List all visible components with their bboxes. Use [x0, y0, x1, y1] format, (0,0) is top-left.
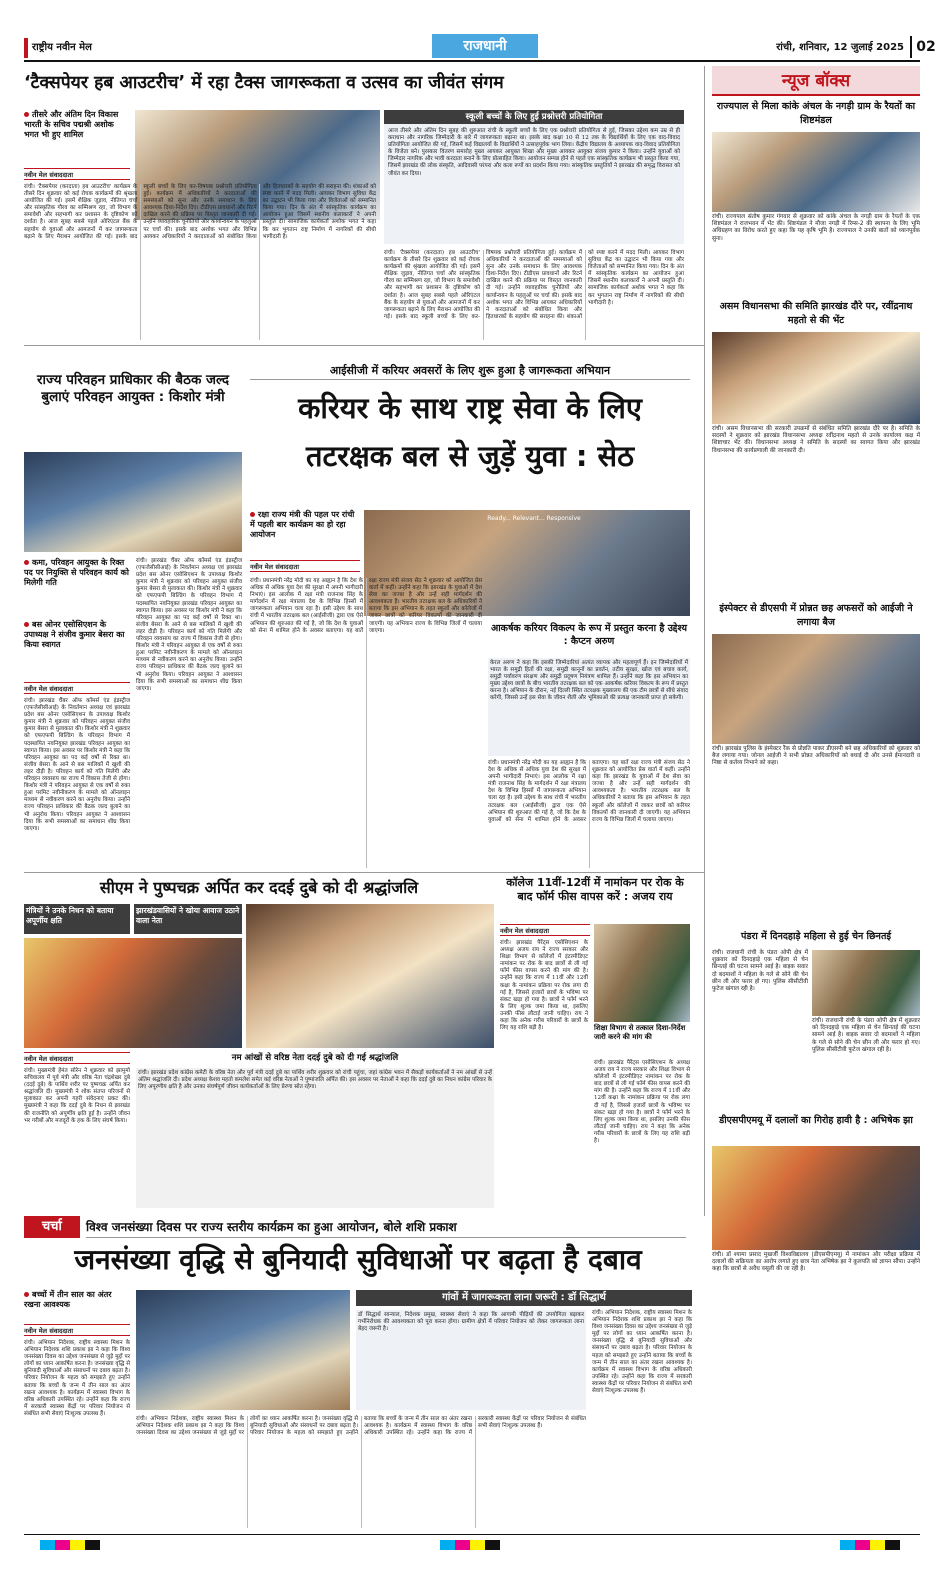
story5-body: रांची। झारखंड पैरेंट्स एसोसिएशन के अध्यक्ष अजय राय ने राज्य सरकार और शिक्षा विभाग से कॉलेजों में इंटरमीडिएट नामांकन पर रोक के बाद छात्रों से ली गई फॉर्म फीस वापस करने की मांग की है। उन्होंने कहा कि राज्य में 11वीं और 12वीं कक्षा के नामांकन प्रक्रिया पर रोक लगा दी गई है, जिससे हजारों छात्रों के भविष्य पर संकट खड़ा हो गया है। छात्रों ने फॉर्म भरने के लिए शुल्क जमा किया था, इसलिए उनकी फीस लौटाई जानी चाहिए। राय ने कहा कि अनेक गरीब परिवारों के छात्रों के लिए यह राशि बड़ी है।: [500, 940, 588, 1032]
sidebar-item-headline: असम विधानसभा की समिति झारखंड दौरे पर, रवींद्रनाथ महतो से की भेंट: [719, 301, 913, 326]
story1-body: रांची। 'टैक्सपेयर (करदाता) हब आउटरीच' कार्यक्रम के तीसरे दिन शुक्रवार को कई रोचक कार्यक्रमों की श्रृंखला आयोजित की गई। इसमें शैक्षिक जुड़ाव, नीतिगत चर्चा और सांस्कृतिक गौरव का सम्मिश्रण रहा, जो विभाग के समावेशी और सहभागी कर प्रशासन के दृष्टिकोण को दर्शाता है। आज सुबह सबसे पहले ओरिएंटल बैंक के सहयोग से युवाओं और आमजनों में कर जागरूकता बढ़ाने के लिए मैराथन आयोजित की गई। इसके बाद स्कूली बच्चों के लिए कर-विषयक प्रश्नोत्तरी प्रतियोगिता हुई। कार्यक्रम में अधिकारियों ने करदाताओं की समस्याओं को सुना और उनके समाधान के लिए आवश्यक दिशा-निर्देश दिए। टीडीएस प्रावधानों और रिटर्न दाखिल करने की प्रक्रिया पर विस्तृत जानकारी दी गई। उन्होंने व्यावहारिक चुनौतियों और कार्यान्वयन के पहलुओं पर चर्चा की। इसके बाद अशोक भगत और विभिन्न आयकर अधिकारियों ने करदाताओं को संबोधित किया और हितधारकों के सहयोग की सराहना की। शंकाओं को स्पष्ट करने में मदद मिली। आयकर विभाग सुविधा केंद्र का उद्घाटन भी किया गया और विजेताओं को सम्मानित किया गया। दिन के अंत में सांस्कृतिक कार्यक्रम का आयोजन हुआ जिसमें स्थानीय कलाकारों ने अपनी प्रस्तुति दी। सामाजिक कार्यकर्ता अशोक भगत ने कहा कि कर भुगतान राष्ट्र निर्माण में नागरिकों की सीधी भागीदारी है।: [24, 184, 376, 240]
story3-body-cont: रांची। प्रधानमंत्री नरेंद्र मोदी का यह आह्वान है कि देश के अधिक से अधिक युवा देश की सुरक्षा में अपनी भागीदारी निभाएं। इस आलोक में रक्षा मंत्री राजनाथ सिंह के मार्गदर्शन में रक्षा मंत्रालय देश के विभिन्न हिस्सों में जागरूकता अभियान चला रहा है। इसी उद्देश्य के साथ रांची में भारतीय तटरक्षक बल (आईसीजी) द्वारा एक ऐसे अभियान की शुरुआत की गई है, जो कि देश के युवाओं को सेना में शामिल होने के अवसर बताएगा। यह बातें रक्षा राज्य मंत्री संजय सेठ ने शुक्रवार को आयोजित प्रेस वार्ता में कहीं। उन्होंने कहा कि झारखंड के युवाओं में देश सेवा का जज्बा है और उन्हें सही मार्गदर्शन की आवश्यकता है। भारतीय तटरक्षक बल के अधिकारियों ने बताया कि इस अभियान के तहत स्कूलों और कॉलेजों में जाकर छात्रों को करियर विकल्पों की जानकारी दी जाएगी। यह अभियान राज्य के विभिन्न जिलों में चलाया जाएगा।: [488, 760, 690, 823]
sidebar-item-photo: [712, 634, 920, 744]
story6-tag: चर्चा: [24, 1216, 80, 1238]
footer-rule: [24, 1534, 920, 1535]
story2-body-cont: रांची। झारखंड चैंबर ऑफ कॉमर्स एंड इंडस्ट्रीज (एफजेसीसीआई) के निवर्तमान अध्यक्ष एवं झारखंड प्रदेश बस ओनर एसोसिएशन के उपाध्यक्ष किशोर कुमार मंत्री ने शुक्रवार को परिवहन आयुक्त संजीव कुमार बेसरा से मुलाकात की। किशोर मंत्री ने शुक्रवार को एफएफपी बिल्डिंग के परिवहन विभाग में पदस्थापित नवनियुक्त झारखंड परिवहन आयुक्त का स्वागत किया। इस अवसर पर किशोर मंत्री ने कहा कि परिवहन आयुक्त का पद कई वर्षों से रिक्त था। संजीव बेसरा के आने से बस मालिकों में खुशी की लहर दौड़ी है। परिवहन कार्य को गति मिलेगी और परिवहन व्यवसाय का राज्य में विकास तेजी से होगा। किशोर मंत्री ने परिवहन आयुक्त से एक वर्षों से रुका हुआ परमिट नवीनीकरण के मामले को ऑनलाइन माध्यम से नवीकरण करने का अनुरोध किया। उन्होंने राज्य परिवहन प्राधिकार की बैठक जल्द बुलाने का भी अनुरोध किया। परिवहन आयुक्त ने आश्वासन दिया कि सभी समस्याओं का समाधान शीघ्र किया जाएगा।: [136, 558, 242, 692]
sidebar-item-photo: [712, 332, 920, 424]
quiz-box: [384, 110, 684, 244]
story5-photo: [594, 924, 690, 1022]
dateline: रांची, शनिवार, 12 जुलाई 2025: [776, 42, 904, 53]
story5-body-cont: रांची। झारखंड पैरेंट्स एसोसिएशन के अध्यक्ष अजय राय ने राज्य सरकार और शिक्षा विभाग से कॉलेजों में इंटरमीडिएट नामांकन पर रोक के बाद छात्रों से ली गई फॉर्म फीस वापस करने की मांग की है। उन्होंने कहा कि राज्य में 11वीं और 12वीं कक्षा के नामांकन प्रक्रिया पर रोक लगा दी गई है, जिससे हजारों छात्रों के भविष्य पर संकट खड़ा हो गया है। छात्रों ने फॉर्म भरने के लिए शुल्क जमा किया था, इसलिए उनकी फीस लौटाई जानी चाहिए। राय ने कहा कि अनेक गरीब परिवारों के छात्रों के लिए यह राशि बड़ी है।: [594, 1060, 690, 1145]
story2-byline: नवीन मेल संवाददाता: [24, 682, 130, 694]
story6-box-body: डॉ सिद्धार्थ सान्याल, निदेशक प्रमुख, स्वास्थ्य सेवाएं ने कहा कि आगामी पीढ़ियों की उपयोगिता बढ़ाकर गर्भनिरोधक की आवश्यकता को पूरा करना होगा। ग्रामीण क्षेत्रों में परिवार नियोजन को लेकर जागरूकता लाना बेहद जरूरी है।: [356, 1310, 586, 1410]
story2-body: रांची। झारखंड चैंबर ऑफ कॉमर्स एंड इंडस्ट्रीज (एफजेसीसीआई) के निवर्तमान अध्यक्ष एवं झारखंड प्रदेश बस ओनर एसोसिएशन के उपाध्यक्ष किशोर कुमार मंत्री ने शुक्रवार को परिवहन आयुक्त संजीव कुमार बेसरा से मुलाकात की। किशोर मंत्री ने शुक्रवार को एफएफपी बिल्डिंग के परिवहन विभाग में पदस्थापित नवनियुक्त झारखंड परिवहन आयुक्त का स्वागत किया। इस अवसर पर किशोर मंत्री ने कहा कि परिवहन आयुक्त का पद कई वर्षों से रिक्त था। संजीव बेसरा के आने से बस मालिकों में खुशी की लहर दौड़ी है। परिवहन कार्य को गति मिलेगी और परिवहन व्यवसाय का राज्य में विकास तेजी से होगा। किशोर मंत्री ने परिवहन आयुक्त से एक वर्षों से रुका हुआ परमिट नवीनीकरण के मामले को ऑनलाइन माध्यम से नवीकरण करने का अनुरोध किया। उन्होंने राज्य परिवहन प्राधिकार की बैठक जल्द बुलाने का भी अनुरोध किया। परिवहन आयुक्त ने आश्वासन दिया कि सभी समस्याओं का समाधान शीघ्र किया जाएगा।: [24, 698, 130, 832]
story4-photo-b: [246, 904, 494, 1048]
sidebar-item-photo: [712, 132, 920, 212]
story2-photo: [24, 452, 242, 552]
divider: [24, 872, 704, 873]
sidebar-item-body: रांची। झारखंड पुलिस के इंस्पेक्टर रैंक से प्रोन्नति पाकर डीएसपी बने छह अधिकारियों को शुक्रवार को बैज लगाया गया। जोनल आईजी ने सभी प्रोन्नत अधिकारियों को बधाई दी और उनसे ईमानदारी व निष्ठा से कर्तव्य निभाने को कहा।: [712, 746, 920, 767]
story2-bullet2: बस ओनर एसोसिएशन के उपाध्यक्ष ने संजीव कुमार बेसरा का किया स्वागत: [24, 620, 130, 676]
section-name: राजधानी: [432, 34, 538, 58]
sidebar-title: न्यूज बॉक्स: [712, 66, 920, 96]
color-registration-marks: [840, 1540, 900, 1550]
story3-photo-banner: Ready... Relevant... Responsive: [487, 515, 581, 522]
career-box-title: आकर्षक करियर विकल्प के रूप में प्रस्तुत करना है उद्देश्य : कैप्टन अरुण: [490, 623, 688, 647]
story3-body: रांची। प्रधानमंत्री नरेंद्र मोदी का यह आह्वान है कि देश के अधिक से अधिक युवा देश की सुरक्षा में अपनी भागीदारी निभाएं। इस आलोक में रक्षा मंत्री राजनाथ सिंह के मार्गदर्शन में रक्षा मंत्रालय देश के विभिन्न हिस्सों में जागरूकता अभियान चला रहा है। इसी उद्देश्य के साथ रांची में भारतीय तटरक्षक बल (आईसीजी) द्वारा एक ऐसे अभियान की शुरुआत की गई है, जो कि देश के युवाओं को सेना में शामिल होने के अवसर बताएगा। यह बातें रक्षा राज्य मंत्री संजय सेठ ने शुक्रवार को आयोजित प्रेस वार्ता में कहीं। उन्होंने कहा कि झारखंड के युवाओं में देश सेवा का जज्बा है और उन्हें सही मार्गदर्शन की आवश्यकता है। भारतीय तटरक्षक बल के अधिकारियों ने बताया कि इस अभियान के तहत स्कूलों और कॉलेजों में जाकर छात्रों को करियर विकल्पों की जानकारी दी जाएगी। यह अभियान राज्य के विभिन्न जिलों में चलाया जाएगा।: [250, 578, 482, 634]
story4-bullet1: मंत्रियों ने उनके निधन को बताया अपूर्णीय क्षति: [24, 904, 130, 934]
story6-box-title: गांवों में जागरूकता लाना जरूरी : डॉ सिद्धार्थ: [356, 1290, 692, 1306]
sidebar-item-headline: पंडरा में दिनदहाड़े महिला से हुई चेन छिनतई: [740, 931, 892, 942]
story6-photo: [136, 1290, 350, 1410]
story2-bullet1: कमा, परिवहन आयुक्त के रिक्त पद पर नियुक्ति से परिवहन कार्य को मिलेगी गति: [24, 558, 130, 616]
divider: [24, 345, 704, 346]
brand-logo: राष्ट्रीय नवीन मेल: [24, 38, 134, 58]
sidebar-item-body: रांची। राजधानी रांची के पंडरा ओपी क्षेत्र में शुक्रवार को दिनदहाड़े एक महिला से चेन छिनतई की घटना सामने आई है। बाइक सवार दो बदमाशों ने महिला के गले से सोने की चेन छीन ली और फरार हो गए। पुलिस सीसीटीवी फुटेज खंगाल रही है।: [812, 1018, 920, 1053]
story4-headline: सीएम ने पुष्पचक्र अर्पित कर ददई दुबे को दी श्रद्धांजलि: [99, 878, 419, 897]
story4-photo-caption: नम आंखों से वरिष्ठ नेता ददई दुबे को दी गई श्रद्धांजलि: [231, 1053, 399, 1063]
story1-headline: ‘टैक्सपेयर हब आउटरीच’ में रहा टैक्स जागरूकता व उत्सव का जीवंत संगम: [24, 73, 504, 93]
story6-body-right: रांची। अभियान निदेशक, राष्ट्रीय स्वास्थ्य मिशन के अभियान निदेशक शशि प्रकाश झा ने कहा कि विश्व जनसंख्या दिवस का उद्देश्य जनसंख्या से जुड़े मुद्दों पर लोगों का ध्यान आकर्षित करना है। जनसंख्या वृद्धि से बुनियादी सुविधाओं और संसाधनों पर दबाव बढ़ता है। परिवार नियोजन के महत्व को समझाते हुए उन्होंने बताया कि बच्चों के जन्म में तीन साल का अंतर रखना आवश्यक है। कार्यक्रम में स्वास्थ्य विभाग के वरिष्ठ अधिकारी उपस्थित रहे। उन्होंने कहा कि राज्य में सरकारी स्वास्थ्य केंद्रों पर परिवार नियोजन से संबंधित सभी सेवाएं निःशुल्क उपलब्ध हैं।: [592, 1310, 692, 1395]
sidebar-item-photo: [712, 1146, 920, 1250]
sidebar-item-body: रांची। डॉ श्यामा प्रसाद मुखर्जी विश्वविद्यालय (डीएसपीएमयू) में नामांकन और परीक्षा प्रक्रिया में दलालों की सक्रियता का आरोप लगाते हुए छात्र नेता अभिषेक झा ने कुलपति को ज्ञापन सौंपा। उन्होंने कहा कि छात्रों से अवैध वसूली की जा रही है।: [712, 1252, 920, 1273]
story6-headline: जनसंख्या वृद्धि से बुनियादी सुविधाओं पर बढ़ता है दबाव: [74, 1243, 642, 1276]
story6-body-cont: रांची। अभियान निदेशक, राष्ट्रीय स्वास्थ्य मिशन के अभियान निदेशक शशि प्रकाश झा ने कहा कि विश्व जनसंख्या दिवस का उद्देश्य जनसंख्या से जुड़े मुद्दों पर लोगों का ध्यान आकर्षित करना है। जनसंख्या वृद्धि से बुनियादी सुविधाओं और संसाधनों पर दबाव बढ़ता है। परिवार नियोजन के महत्व को समझाते हुए उन्होंने बताया कि बच्चों के जन्म में तीन साल का अंतर रखना आवश्यक है। कार्यक्रम में स्वास्थ्य विभाग के वरिष्ठ अधिकारी उपस्थित रहे। उन्होंने कहा कि राज्य में सरकारी स्वास्थ्य केंद्रों पर परिवार नियोजन से संबंधित सभी सेवाएं निःशुल्क उपलब्ध हैं।: [136, 1416, 586, 1437]
page-number: 02: [910, 36, 940, 58]
sidebar-item-body: रांची। राजधानी रांची के पंडरा ओपी क्षेत्र में शुक्रवार को दिनदहाड़े एक महिला से चेन छिनतई की घटना सामने आई है। बाइक सवार दो बदमाशों ने महिला के गले से सोने की चेन छीन ली और फरार हो गए। पुलिस सीसीटीवी फुटेज खंगाल रही है।: [712, 950, 808, 993]
story6-kicker: विश्व जनसंख्या दिवस पर राज्य स्तरीय कार्यक्रम का हुआ आयोजन, बोले शशि प्रकाश: [86, 1216, 686, 1238]
story4-body: रांची। मुख्यमंत्री हेमंत सोरेन ने शुक्रवार को झामुमो सचिवालय में पूर्व मंत्री और वरिष्ठ नेता चंद्रशेखर दुबे (ददई दुबे) के पार्थिव शरीर पर पुष्पचक्र अर्पित कर श्रद्धांजलि दी। मुख्यमंत्री ने शोक संतप्त परिजनों से मुलाकात कर अपनी गहरी संवेदनाएं प्रकट की। मुख्यमंत्री ने कहा कि ददई दुबे के निधन से झारखंड की राजनीति को अपूर्णीय क्षति हुई है। उन्होंने जीवन भर गरीबों और मजदूरों के हक के लिए संघर्ष किया।: [24, 1068, 130, 1124]
color-registration-marks: [40, 1540, 100, 1550]
story6-body: रांची। अभियान निदेशक, राष्ट्रीय स्वास्थ्य मिशन के अभियान निदेशक शशि प्रकाश झा ने कहा कि विश्व जनसंख्या दिवस का उद्देश्य जनसंख्या से जुड़े मुद्दों पर लोगों का ध्यान आकर्षित करना है। जनसंख्या वृद्धि से बुनियादी सुविधाओं और संसाधनों पर दबाव बढ़ता है। परिवार नियोजन के महत्व को समझाते हुए उन्होंने बताया कि बच्चों के जन्म में तीन साल का अंतर रखना आवश्यक है। कार्यक्रम में स्वास्थ्य विभाग के वरिष्ठ अधिकारी उपस्थित रहे। उन्होंने कहा कि राज्य में सरकारी स्वास्थ्य केंद्रों पर परिवार नियोजन से संबंधित सभी सेवाएं निःशुल्क उपलब्ध हैं।: [24, 1340, 130, 1417]
color-registration-marks: [440, 1540, 500, 1550]
story5-byline: नवीन मेल संवाददाता: [500, 924, 590, 936]
story3-byline: नवीन मेल संवाददाता: [250, 560, 360, 572]
story1-body-cont: रांची। 'टैक्सपेयर (करदाता) हब आउटरीच' कार्यक्रम के तीसरे दिन शुक्रवार को कई रोचक कार्यक्रमों की श्रृंखला आयोजित की गई। इसमें शैक्षिक जुड़ाव, नीतिगत चर्चा और सांस्कृतिक गौरव का सम्मिश्रण रहा, जो विभाग के समावेशी और सहभागी कर प्रशासन के दृष्टिकोण को दर्शाता है। आज सुबह सबसे पहले ओरिएंटल बैंक के सहयोग से युवाओं और आमजनों में कर जागरूकता बढ़ाने के लिए मैराथन आयोजित की गई। इसके बाद स्कूली बच्चों के लिए कर-विषयक प्रश्नोत्तरी प्रतियोगिता हुई। कार्यक्रम में अधिकारियों ने करदाताओं की समस्याओं को सुना और उनके समाधान के लिए आवश्यक दिशा-निर्देश दिए। टीडीएस प्रावधानों और रिटर्न दाखिल करने की प्रक्रिया पर विस्तृत जानकारी दी गई। उन्होंने व्यावहारिक चुनौतियों और कार्यान्वयन के पहलुओं पर चर्चा की। इसके बाद अशोक भगत और विभिन्न आयकर अधिकारियों ने करदाताओं को संबोधित किया और हितधारकों के सहयोग की सराहना की। शंकाओं को स्पष्ट करने में मदद मिली। आयकर विभाग सुविधा केंद्र का उद्घाटन भी किया गया और विजेताओं को सम्मानित किया गया। दिन के अंत में सांस्कृतिक कार्यक्रम का आयोजन हुआ जिसमें स्थानीय कलाकारों ने अपनी प्रस्तुति दी। सामाजिक कार्यकर्ता अशोक भगत ने कहा कि कर भुगतान राष्ट्र निर्माण में नागरिकों की सीधी भागीदारी है।: [384, 250, 684, 320]
story4-byline: नवीन मेल संवाददाता: [24, 1052, 130, 1064]
quiz-box-body: आज तीसरे और अंतिम दिन सुबह की शुरुआत रांची के स्कूली बच्चों के लिए एक प्रश्नोत्तरी प्रतियोगिता से हुई, जिसका उद्देश्य कम उम्र से ही कराधान और नागरिक जिम्मेदारी के बारे में जागरूकता बढ़ाना था। इसके बाद कक्षा 10 से 12 तक के विद्यार्थियों के लिए एक वाद-विवाद प्रतियोगिता आयोजित की गई, जिसमें कई विद्यालयों के विद्यार्थियों ने उत्साहपूर्वक भाग लिया। केंद्रीय विद्यालय के अध्यापक वाद-विवाद प्रतियोगिता के विजेता बने। पुरस्कार वितरण समारोह मुख्य आयकर आयुक्त शिखा और मुख्य आयकर आयुक्त संजय कुमार ने किया। उन्होंने युवाओं को जिम्मेदार नागरिक और भावी करदाता बनाने के लिए प्रोत्साहित किया। आयोजन सम्पन्न होने से पहले एक सांस्कृतिक कार्यक्रम भी प्रस्तुत किया गया, जिसमें झारखंड की लोक संस्कृति, आदिवासी परंपरा और कला रूपों का प्रदर्शन किया गया। सांस्कृतिक प्रस्तुतियों ने झारखंड की समृद्ध विरासत को जीवंत कर दिया।: [388, 128, 680, 177]
story6-bullet: बच्चों में तीन साल का अंतर रखना आवश्यक: [24, 1290, 130, 1320]
story3-headline: करियर के साथ राष्ट्र सेवा के लिए तटरक्षक बल से जुड़ें युवा : सेठ: [298, 391, 642, 473]
story1-byline: नवीन मेल संवाददाता: [24, 168, 130, 180]
story5-headline: कॉलेज 11वीं-12वीं में नामांकन पर रोक के बाद फॉर्म फीस वापस करें : अजय राय: [506, 876, 684, 903]
story5-photo-caption: शिक्षा विभाग से तत्काल दिशा-निर्देश जारी करने की मांग की: [594, 1024, 686, 1041]
career-box-body: केरल अरुण ने कहा कि इसकी जिम्मेदारियां अत्यंत व्यापक और महत्वपूर्ण हैं। इन जिम्मेदारियों में भारत के समुद्री हितों की रक्षा, समुद्री कानूनों का प्रवर्तन, तटीय सुरक्षा, खोज एवं बचाव कार्य, समुद्री पर्यावरण संरक्षण और समुद्री प्रदूषण नियंत्रण शामिल हैं। उन्होंने कहा कि इस अभियान का मुख्य उद्देश्य छात्रों के बीच भारतीय तटरक्षक बल को एक आकर्षक करियर विकल्प के रूप में प्रस्तुत करना है। अभियान के दौरान, नई दिल्ली स्थित तटरक्षक मुख्यालय की एक टीम छात्रों से सीधे संवाद करेगी, जिससे उन्हें इस सेवा के जीवन शैली और भूमिकाओं की प्रत्यक्ष जानकारी प्राप्त हो सकेगी।: [488, 658, 690, 756]
sidebar-item-headline: राज्यपाल से मिला कांके अंचल के नगड़ी ग्राम के रैयतों का शिष्टमंडल: [716, 101, 916, 126]
story4-photo-a: [24, 938, 242, 1048]
story3-bullet: रक्षा राज्य मंत्री की पहल पर रांची में पहली बार कार्यक्रम का हो रहा आयोजन: [250, 510, 360, 548]
story3-kicker: आईसीजी में करियर अवसरों के लिए शुरू हुआ है जागरूकता अभियान: [250, 362, 690, 380]
sidebar-item-headline: डीएसपीएमयू में दलालों का गिरोह हावी है : अभिषेक झा: [719, 1115, 913, 1126]
quiz-box-title: स्कूली बच्चों के लिए हुई प्रश्नोत्तरी प्रतियोगिता: [384, 110, 684, 124]
sidebar-item-body: रांची। असम विधानसभा की सरकारी उपक्रमों से संबंधित समिति झारखंड दौरे पर है। समिति के सदस्यों ने शुक्रवार को झारखंड विधानसभा अध्यक्ष रवींद्रनाथ महतो से उनके कार्यालय कक्ष में शिष्टाचार भेंट की। विधानसभा अध्यक्ष ने समिति के सदस्यों का स्वागत किया और झारखंड विधानसभा की कार्यप्रणाली की जानकारी दी।: [712, 426, 920, 454]
sidebar-item-headline: इंस्पेक्टर से डीएसपी में प्रोन्नत छह अफसरों को आईजी ने लगाया बैज: [719, 603, 913, 628]
story6-byline: नवीन मेल संवाददाता: [24, 1324, 130, 1336]
sidebar-divider: [704, 66, 705, 1216]
story1-bullet: तीसरे और अंतिम दिन विकास भारती के सचिव पद्मश्री अशोक भगत भी हुए शामिल: [24, 110, 130, 162]
story2-headline: राज्य परिवहन प्राधिकार की बैठक जल्द बुलाएं परिवहन आयुक्त : किशोर मंत्री: [36, 372, 230, 405]
story4-caption-body: रांची। झारखंड प्रदेश कांग्रेस कमेटी के वरिष्ठ नेता और पूर्व मंत्री ददई दुबे का पार्थिव शरीर शुक्रवार को रांची पहुंचा, जहां कांग्रेस भवन में सैकड़ों कार्यकर्ताओं ने नम आंखों से उन्हें अंतिम श्रद्धांजलि दी। प्रदेश अध्यक्ष केशव महतो कमलेश समेत कई वरिष्ठ नेताओं ने पुष्पांजलि अर्पित की। इस अवसर पर नेताओं ने कहा कि ददई दुबे का निधन कांग्रेस परिवार के लिए अपूरणीय क्षति है और उनका संघर्षपूर्ण जीवन कार्यकर्ताओं के लिए प्रेरणा स्रोत रहेगा।: [136, 1068, 494, 1208]
masthead: [24, 34, 936, 62]
sidebar-item-photo: [812, 950, 920, 1016]
sidebar-item-body: रांची। राज्यपाल संतोष कुमार गंगवार से शुक्रवार को कांके अंचल के नगड़ी ग्राम के रैयतों के एक शिष्टमंडल ने राजभवन में भेंट की। शिष्टमंडल ने मौजा नगड़ी में रिम्स-2 की स्थापना के लिए भूमि अधिग्रहण का विरोध करते हुए कहा कि यह कृषि भूमि है। राज्यपाल ने उनकी बातों को ध्यानपूर्वक सुना।: [712, 214, 920, 242]
story4-bullet2: झारखंडवासियों ने खोया आवाज उठाने वाला नेता: [134, 904, 242, 934]
